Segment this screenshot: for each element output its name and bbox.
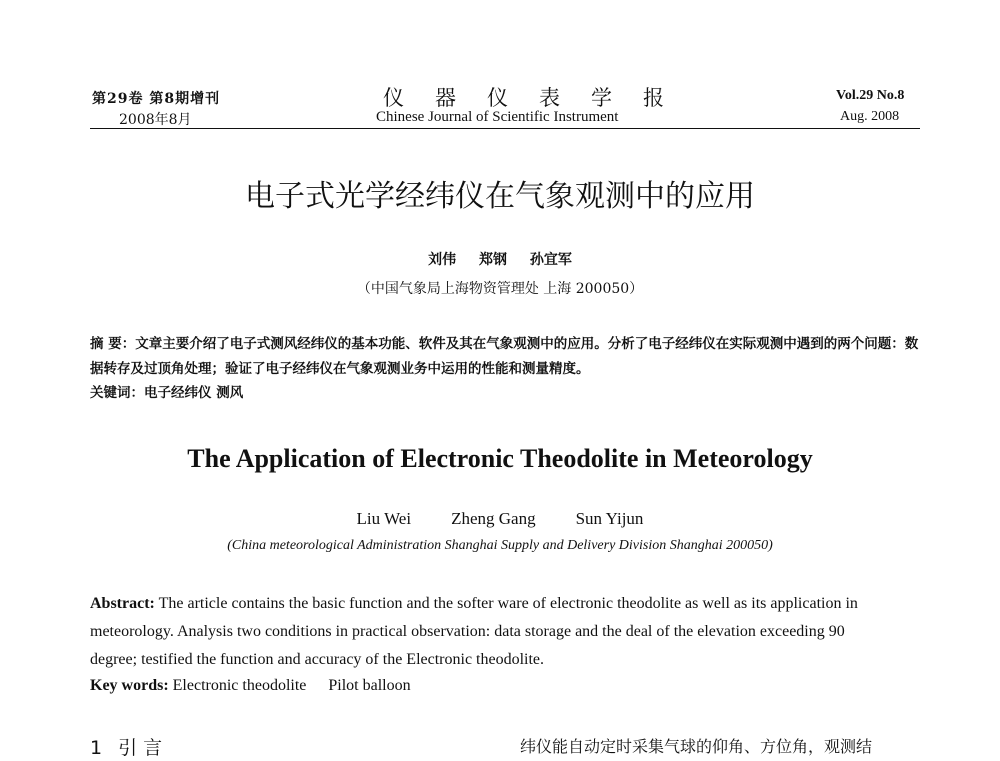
header-volume-issue: 第29卷 第8期增刊 bbox=[92, 91, 221, 107]
authors-en bbox=[0, 509, 1000, 529]
author-1: Liu Wei bbox=[356, 509, 412, 528]
keyword-2: Pilot balloon bbox=[328, 677, 411, 694]
abstract-cn-text: 文章主要介绍了电子式测风经纬仪的基本功能、软件及其在气象观测中的应用。分析了电子经纬仪在实际观测中遇到的两个问题：数据转存及过顶角处理；验证了电子经纬仪在气象观测业务中运用的性能和测量精度。 bbox=[90, 336, 919, 377]
section-title: 引 言 bbox=[118, 737, 163, 759]
header-date-en: Aug. 2008 bbox=[840, 109, 900, 124]
header-rule bbox=[90, 128, 920, 129]
keywords-en-label: Key words: bbox=[90, 677, 169, 694]
paper-title-cn: 电子式光学经纬仪在气象观测中的应用 bbox=[245, 179, 755, 214]
abstract-en-label: Abstract: bbox=[90, 595, 155, 612]
keywords-cn-text: 电子经纬仪 测风 bbox=[144, 385, 244, 401]
keywords-cn-label: 关键词： bbox=[90, 385, 144, 401]
keyword-1: Electronic theodolite bbox=[172, 677, 307, 694]
abstract-en bbox=[90, 590, 890, 674]
section-number: 1 bbox=[90, 737, 103, 759]
abstract-cn-label: 摘 要： bbox=[90, 336, 136, 352]
keywords-cn bbox=[90, 381, 243, 401]
journal-title-cn: 仪器仪表学报 bbox=[383, 86, 695, 110]
affiliation-en: (China meteorological Administration Shanghai Supply and Delivery Division Shanghai 200050) bbox=[227, 538, 773, 553]
author-3: Sun Yijun bbox=[575, 509, 644, 528]
abstract-en-text: The article contains the basic function and the softer ware of electronic theodolite as well as its application in meteorology. Analysis two conditions in practical observation: data storage and the deal of the elevation exceeding 90 degree; testified the function and accuracy of the Electronic theodolite. bbox=[90, 595, 858, 668]
authors-cn: 刘伟 郑钢 孙宜军 bbox=[428, 252, 572, 268]
author-2: Zheng Gang bbox=[451, 509, 536, 528]
journal-title-en: Chinese Journal of Scientific Instrument bbox=[376, 109, 619, 125]
abstract-cn bbox=[90, 332, 920, 382]
body-right-column: 纬仪能自动定时采集气球的仰角、方位角，观测结 bbox=[520, 737, 873, 756]
paper-title-en: The Application of Electronic Theodolite in Meteorology bbox=[187, 444, 813, 473]
affiliation-cn: （中国气象局上海物资管理处 上海 200050） bbox=[356, 281, 644, 297]
section-heading bbox=[90, 733, 162, 760]
keywords-en bbox=[90, 677, 411, 695]
header-date-cn: 2008年8月 bbox=[119, 112, 192, 128]
header-volume-en: Vol.29 No.8 bbox=[836, 88, 905, 103]
